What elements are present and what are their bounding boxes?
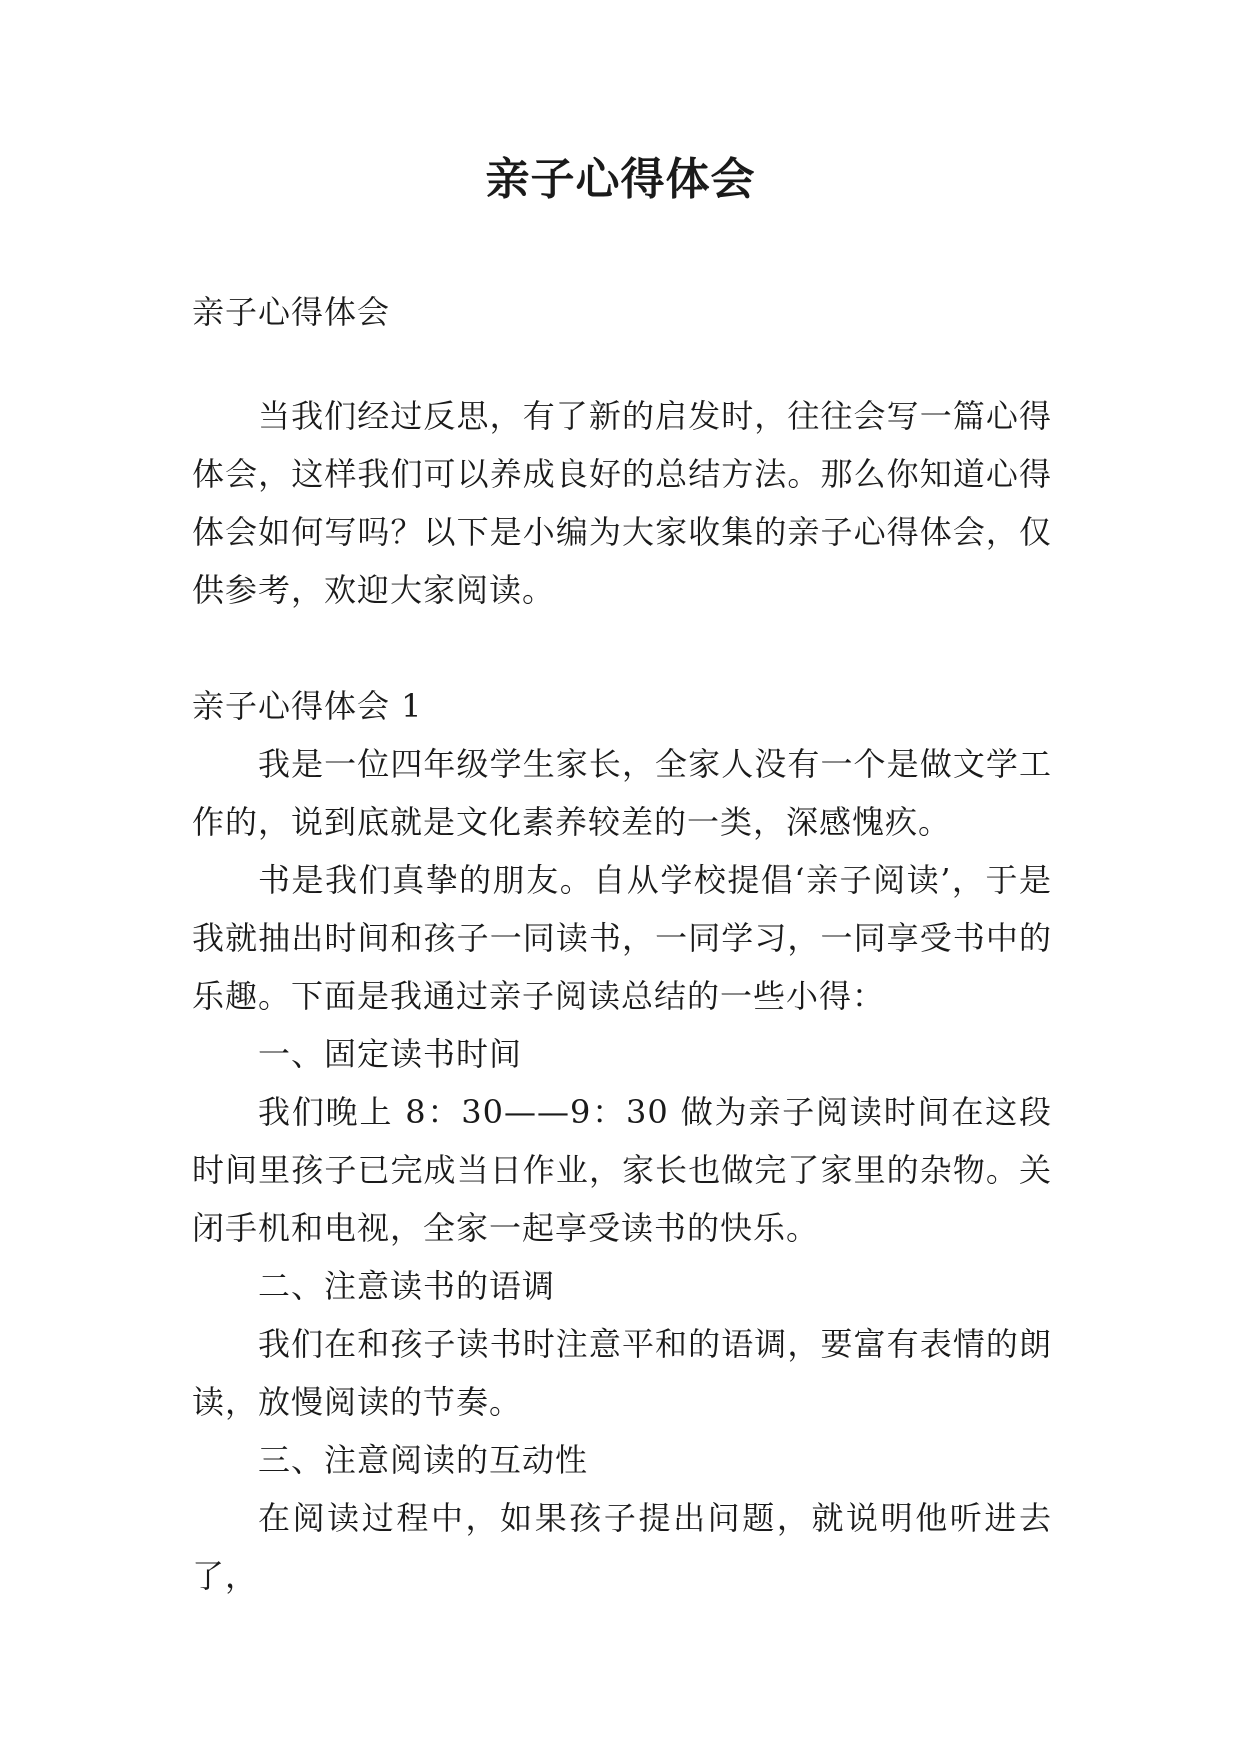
subheading-reading-tone: 二、注意读书的语调 xyxy=(258,1267,556,1305)
body-paragraph: 我是一位四年级学生家长，全家人没有一个是做文学工作的，说到底就是文化素养较差的一类，深感愧疚。 xyxy=(192,745,1052,841)
subheading-reading-interaction: 三、注意阅读的互动性 xyxy=(258,1441,589,1479)
body-paragraph: 书是我们真挚的朋友。自从学校提倡‘亲子阅读’，于是我就抽出时间和孩子一同读书，一同学习，一同享受书中的乐趣。下面是我通过亲子阅读总结的一些小得： xyxy=(192,861,1052,1015)
document-title: 亲子心得体会 xyxy=(485,154,756,205)
body-paragraph: 我们在和孩子读书时注意平和的语调，要富有表情的朗读，放慢阅读的节奏。 xyxy=(192,1325,1052,1421)
intro-paragraph: 当我们经过反思，有了新的启发时，往往会写一篇心得体会，这样我们可以养成良好的总结方法。那么你知道心得体会如何写吗？以下是小编为大家收集的亲子心得体会，仅供参考，欢迎大家阅读。 xyxy=(192,397,1052,609)
body-paragraph: 我们晚上 8：30——9：30 做为亲子阅读时间在这段时间里孩子已完成当日作业，家长也做完了家里的杂物。关闭手机和电视，全家一起享受读书的快乐。 xyxy=(192,1093,1052,1247)
body-paragraph: 在阅读过程中，如果孩子提出问题，就说明他听进去了， xyxy=(192,1499,1052,1595)
document-subtitle: 亲子心得体会 xyxy=(192,293,391,331)
section-heading: 亲子心得体会 1 xyxy=(192,687,423,725)
document-body xyxy=(192,283,1052,1605)
subheading-reading-time: 一、固定读书时间 xyxy=(258,1035,523,1073)
